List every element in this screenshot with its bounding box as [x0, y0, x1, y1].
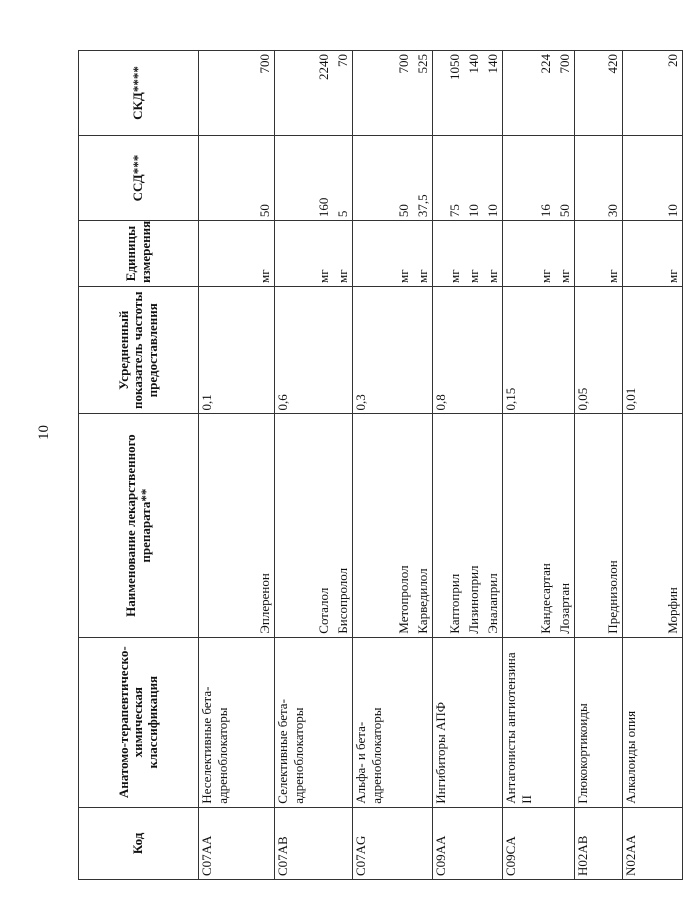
table-row [623, 51, 683, 880]
units-cell-line: мг [335, 269, 350, 283]
ssd-cell-line: 37,5 [415, 194, 430, 218]
header-class: Анатомо-терапевтическо-химическая классификация [79, 637, 199, 807]
ssd-cell-line: 50 [396, 204, 411, 218]
drug-cell-line: Бисопролол [335, 567, 350, 634]
freq-cell-text: 0,3 [353, 394, 368, 411]
skd-cell-line: 70 [335, 54, 350, 67]
skd-cell [433, 51, 503, 136]
units-cell-line: мг [557, 269, 572, 283]
units-cell [353, 221, 433, 287]
class-cell [503, 637, 575, 807]
ssd-cell-line: 30 [605, 204, 620, 218]
freq-cell [623, 286, 683, 414]
drug-cell-line: Преднизолон [605, 560, 620, 634]
class-cell-text: Ингибиторы АПФ [433, 701, 448, 804]
skd-cell-line: 1050 [447, 54, 462, 80]
units-cell-line: мг [316, 269, 331, 283]
drug-cell [503, 414, 575, 637]
class-cell-text: Алкалоиды опия [623, 710, 638, 804]
skd-cell-line: 140 [466, 54, 481, 74]
skd-cell [623, 51, 683, 136]
skd-cell [199, 51, 275, 136]
table-row [575, 51, 623, 880]
ssd-cell [353, 136, 433, 221]
header-ssd: ССД*** [79, 136, 199, 221]
code-cell [353, 807, 433, 879]
drug-cell [275, 414, 353, 637]
freq-cell-text: 0,05 [575, 387, 590, 411]
freq-cell-text: 0,6 [275, 394, 290, 411]
freq-cell [433, 286, 503, 414]
skd-cell-line: 224 [538, 54, 553, 74]
code-cell-text: N02AA [623, 834, 638, 876]
ssd-cell-line: 10 [466, 204, 481, 218]
ssd-cell-line: 50 [257, 204, 272, 218]
freq-cell [275, 286, 353, 414]
ssd-cell [575, 136, 623, 221]
freq-cell [353, 286, 433, 414]
ssd-cell-line: 10 [665, 204, 680, 218]
ssd-cell-line: 16 [538, 204, 553, 218]
units-cell [275, 221, 353, 287]
units-cell [433, 221, 503, 287]
ssd-cell [275, 136, 353, 221]
table-row [433, 51, 503, 880]
units-cell-line: мг [466, 269, 481, 283]
skd-cell-line: 420 [605, 54, 620, 74]
header-drug: Наименование лекарственного препарата** [79, 414, 199, 637]
header-units: Единицы измерения [79, 221, 199, 287]
units-cell [575, 221, 623, 287]
page-number: 10 [36, 425, 52, 440]
drug-cell-line: Карведилол [415, 568, 430, 634]
skd-cell-line: 700 [396, 54, 411, 74]
skd-cell-line: 525 [415, 54, 430, 74]
class-cell [275, 637, 353, 807]
code-cell [503, 807, 575, 879]
header-code: Код [79, 807, 199, 879]
drug-cell [433, 414, 503, 637]
code-cell-text: H02AB [575, 835, 590, 876]
code-cell-text: C07AB [275, 836, 290, 876]
drug-cell-line: Эналаприл [485, 573, 500, 634]
table-row [353, 51, 433, 880]
code-cell-text: C07AG [353, 835, 368, 876]
skd-cell [275, 51, 353, 136]
units-cell [623, 221, 683, 287]
rotated-table-container [78, 50, 680, 880]
drug-cell-line: Эплеренон [257, 573, 272, 634]
ssd-cell-line: 75 [447, 204, 462, 218]
units-cell-line: мг [415, 269, 430, 283]
drug-cell [623, 414, 683, 637]
units-cell-line: мг [665, 269, 680, 283]
freq-cell-text: 0,8 [433, 394, 448, 411]
class-cell-text: Глюкокортикоиды [575, 703, 590, 804]
code-cell [623, 807, 683, 879]
units-cell-line: мг [485, 269, 500, 283]
drug-cell-line: Морфин [665, 587, 680, 634]
table-row [275, 51, 353, 880]
ssd-cell-line: 5 [335, 210, 350, 218]
header-freq: Усредненный показатель частоты предоставления [79, 286, 199, 414]
drug-cell [575, 414, 623, 637]
skd-cell-line: 700 [257, 54, 272, 74]
ssd-cell-line: 10 [485, 204, 500, 218]
header-row [79, 51, 199, 880]
table-body [199, 51, 683, 880]
table-row [503, 51, 575, 880]
units-cell [503, 221, 575, 287]
ssd-cell [623, 136, 683, 221]
drug-cell-line: Метопролол [396, 565, 411, 634]
ssd-cell [433, 136, 503, 221]
code-cell-text: C09AA [433, 835, 448, 876]
class-cell-text: Неселективные бета-адреноблокаторы [199, 686, 230, 804]
drug-cell-line: Лозартан [557, 582, 572, 634]
class-cell [199, 637, 275, 807]
freq-cell-text: 0,01 [623, 387, 638, 411]
skd-cell-line: 2240 [316, 54, 331, 80]
units-cell-line: мг [538, 269, 553, 283]
units-cell-line: мг [605, 269, 620, 283]
drug-cell-line: Соталол [316, 587, 331, 634]
freq-cell [575, 286, 623, 414]
code-cell-text: C09CA [503, 836, 518, 876]
class-cell [433, 637, 503, 807]
skd-cell-line: 700 [557, 54, 572, 74]
skd-cell [503, 51, 575, 136]
skd-cell [353, 51, 433, 136]
drug-cell [353, 414, 433, 637]
code-cell [575, 807, 623, 879]
code-cell [199, 807, 275, 879]
units-cell [199, 221, 275, 287]
ssd-cell [503, 136, 575, 221]
ssd-cell-line: 160 [316, 197, 331, 218]
ssd-cell-line: 50 [557, 204, 572, 218]
freq-cell [503, 286, 575, 414]
class-cell-text: Антагонисты ангиотензина II [503, 652, 534, 804]
class-cell-text: Альфа- и бета-адреноблокаторы [353, 707, 384, 804]
drug-cell-line: Лизиноприл [466, 565, 481, 634]
units-cell-line: мг [396, 269, 411, 283]
class-cell [575, 637, 623, 807]
units-cell-line: мг [257, 269, 272, 283]
class-cell [353, 637, 433, 807]
drug-cell [199, 414, 275, 637]
freq-cell-text: 0,15 [503, 387, 518, 411]
code-cell [275, 807, 353, 879]
code-cell-text: C07AA [199, 835, 214, 876]
skd-cell-line: 140 [485, 54, 500, 74]
ssd-cell [199, 136, 275, 221]
skd-cell-line: 20 [665, 54, 680, 67]
units-cell-line: мг [447, 269, 462, 283]
drug-table [78, 50, 683, 880]
table-row [199, 51, 275, 880]
drug-cell-line: Каптоприл [447, 573, 462, 634]
header-skd: СКД**** [79, 51, 199, 136]
class-cell-text: Селективные бета-адреноблокаторы [275, 699, 306, 804]
drug-cell-line: Кандесартан [538, 563, 553, 634]
freq-cell [199, 286, 275, 414]
skd-cell [575, 51, 623, 136]
class-cell [623, 637, 683, 807]
code-cell [433, 807, 503, 879]
freq-cell-text: 0,1 [199, 394, 214, 411]
